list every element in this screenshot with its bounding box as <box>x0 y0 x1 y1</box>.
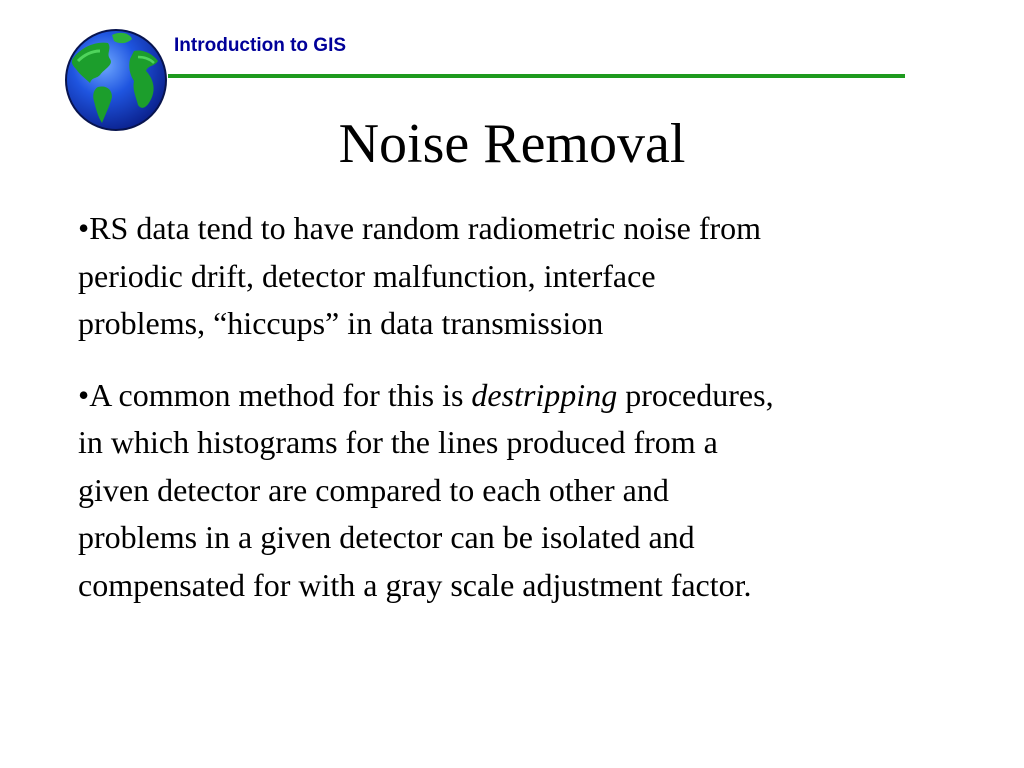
bullet-1 <box>78 205 978 348</box>
bullet-2-emphasis: destripping <box>471 376 618 413</box>
header-divider <box>168 74 905 78</box>
slide-title: Noise Removal <box>338 113 686 175</box>
bullet-2-line-1 <box>78 372 978 420</box>
bullet-1-line-3: problems, “hiccups” in data transmission <box>78 305 604 341</box>
bullet-2-prefix: •A common method for this is <box>78 376 472 413</box>
bullet-1-line-2: periodic drift, detector malfunction, interface <box>78 257 656 294</box>
bullet-2 <box>78 372 978 610</box>
bullet-2-suffix: procedures, <box>617 376 774 413</box>
header-title: Introduction to GIS <box>174 35 347 56</box>
bullet-2-line-5: compensated for with a gray scale adjustment factor. <box>78 566 752 603</box>
bullet-2-line-4: problems in a given detector can be isolated and <box>78 519 695 555</box>
bullet-2-line-2: in which histograms for the lines produced from a <box>78 424 718 460</box>
bullet-2-line-3: given detector are compared to each other and <box>78 471 669 508</box>
bullet-1-line-1: •RS data tend to have random radiometric noise from <box>78 210 762 246</box>
slide-body <box>78 205 978 609</box>
